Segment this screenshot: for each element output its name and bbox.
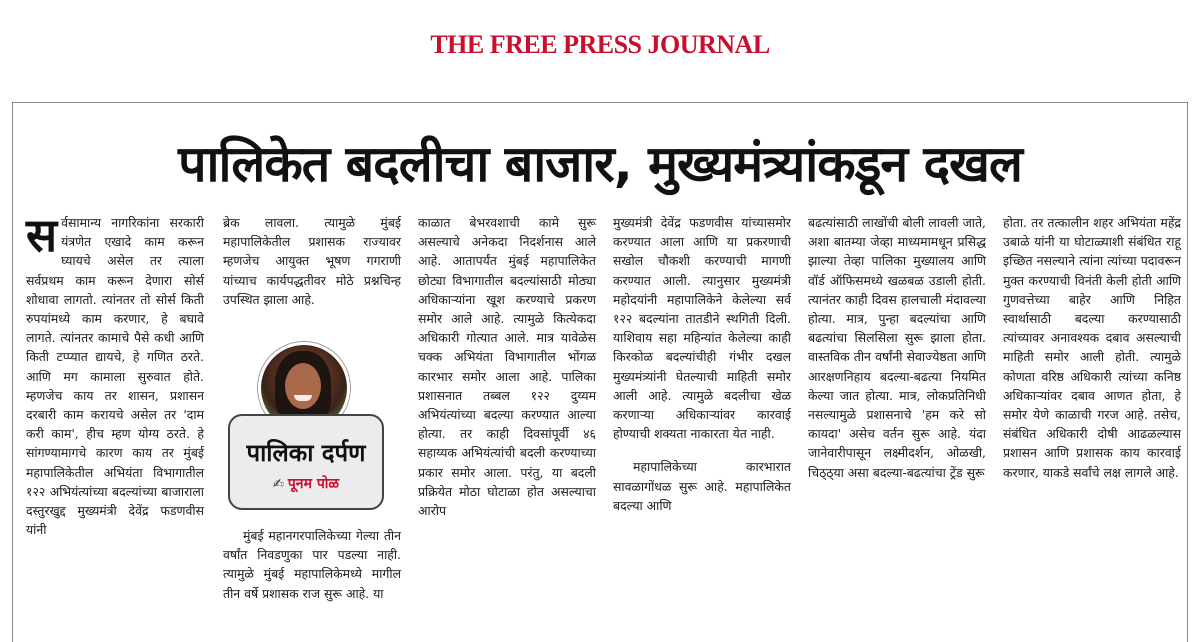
column-badge xyxy=(228,342,386,518)
article-column-3 xyxy=(418,213,596,520)
column-text: ब्रेक लावला. त्यामुळे मुंबई महापालिकेतील प्रशासक राज्यावर म्हणजेच आयुक्त भूषण गगराणी यांच्याच कार्यपद्धतीवर मोठे प्रश्नचिन्ह उपस्थित झाला आहे. xyxy=(223,215,401,307)
dropcap: स xyxy=(26,208,58,262)
column-text: मुंबई महानगरपालिकेच्या गेल्या तीन वर्षांत निवडणुका पार पडल्या नाही. त्यामुळे मुंबई महापालिकेमध्ये मागील तीन वर्षे प्रशासक राज सुरू आहे. या xyxy=(223,528,401,601)
article-column-6 xyxy=(1003,213,1181,482)
column-text: काळात बेभरवशाची कामे सुरू असल्याचे अनेकदा निदर्शनास आले आहे. आतापर्यंत मुंबई महापालिकेत छोट्या विभागातील बदल्यांसाठी मोठ्या अधिकाऱ्यांना खूश करण्याचे प्रकरण समोर आले आहे. त्यामुळे कित्येकदा अधिकारी गोत्यात आले. मात्र यावेळेस चक्क अभियंता विभागातील भोंगळ कारभार समोर आला आहे. पालिका प्रशासनात तब्बल १२२ दुय्यम अभियंत्यांच्या बदल्या करण्यात आल्या होत्या. तर काही दिवसांपूर्वी ४६ सहाय्यक अभियंत्यांची बदली करण्याच्या प्रकार समोर आला. परंतु, या बदली प्रक्रियेत मोठा घोटाळा होत असल्याचा आरोप xyxy=(418,215,596,519)
pen-icon: ✍ xyxy=(272,477,284,492)
column-text: र्वसामान्य नागरिकांना सरकारी यंत्रणेत एखादे काम करून घ्यायचे असेल तर त्याला सर्वप्रथम काम करून देणारा सोर्स शोधावा लागतो. त्यांनतर तो सोर्स किती रुपयांमध्ये काम करणार, हे बघावे लागते. त्यांनतर कामाचे पैसे कधी आणि किती टप्प्यात द्यायचे, हे गणित ठरते. आणि मग कामाला सुरुवात होते. म्हणजेच काय तर शासन, प्रशासन दरबारी काम करायचे असेल तर 'दाम करी काम', हीच म्हण योग्य ठरते. हे सांगण्यामागचे कारण काय तर मुंबई महापालिकेतील अभियंता विभागातील १२२ अभियंत्यांच्या बदल्यांच्या बाजाराला दस्तुरखुद्द मुख्यमंत्री देवेंद्र फडणवीस यांनी xyxy=(26,215,204,538)
headline: पालिकेत बदलीचा बाजार, मुख्यमंत्र्यांकडून दखल xyxy=(178,135,1022,193)
article-column-2 xyxy=(223,213,401,309)
column-text: मुख्यमंत्री देवेंद्र फडणवीस यांच्यासमोर करण्यात आला आणि या प्रकरणाची सखोल चौकशी करण्याची मागणी करण्यात आली. त्यानुसार मुख्यमंत्री महोदयांनी महापालिकेने केलेल्या सर्व १२२ बदल्यांना तातडीने स्थगिती दिली. याशिवाय सहा महिन्यांत केलेल्या काही किरकोळ बदल्यांचीही गंभीर दखल मुख्यमंत्र्यांनी घेतल्याची माहिती समोर आली आहे. त्यामुळे बदलीचा खेळ करणाऱ्या अधिकाऱ्यांवर कारवाई होण्याची शक्यता नाकारता येत नाही. xyxy=(613,215,791,442)
article-column-1 xyxy=(26,208,204,539)
masthead: THE FREE PRESS JOURNAL xyxy=(430,30,770,59)
author-name: पूनम पोळ xyxy=(287,476,340,492)
article-column-2-continued xyxy=(223,526,401,603)
column-text: महापालिकेच्या कारभारात सावळागोंधळ सुरू आहे. महापालिकेत बदल्या आणि xyxy=(613,459,791,513)
column-text: बढत्यांसाठी लाखोंची बोली लावली जाते, अशा बातम्या जेव्हा माध्यमामधून प्रसिद्ध झाल्या तेव्हा पालिका मुख्यालय आणि वॉर्ड ऑफिसमध्ये खळबळ उडाली होती. त्यानंतर काही दिवस हालचाली मंदावल्या होत्या. मात्र, पुन्हा बदल्यांचा आणि बढत्यांचा सिलसिला सुरू झाला होता. वास्तविक तीन वर्षांनी सेवाज्येष्ठता आणि आरक्षणनिहाय बदल्या-बढत्या नियमित केल्या जात होत्या. मात्र, लोकप्रतिनिधी नसल्यामुळे प्रशासनाचे 'हम करे सो कायदा' असेच वर्तन सुरू आहे. यंदा जानेवारीपासून लक्ष्मीदर्शन, ओळखी, चिठ्ठ्या असा बदल्या-बढत्यांचा ट्रेंड सुरू xyxy=(808,215,986,480)
column-badge-box xyxy=(228,414,384,510)
article-column-5 xyxy=(808,213,986,482)
article-column-4 xyxy=(613,213,791,515)
column-title: पालिका दर्पण xyxy=(246,439,366,467)
author-byline xyxy=(230,474,382,493)
column-text: होता. तर तत्कालीन शहर अभियंता महेंद्र उबाळे यांनी या घोटाळ्याशी संबंधित राहू इच्छित नसल्याने त्यांना त्यांच्या पदावरून मुक्त करण्याची विनंती केली होती आणि गुणवत्तेच्या बाहेर आणि निहित स्वार्थासाठी बदल्या करण्यासाठी त्यांच्यावर अनावश्यक दबाव असल्याची माहिती समोर आली होती. त्यामुळे कोणता वरिष्ठ अधिकारी त्यांच्या कनिष्ठ अधिकाऱ्यांवर दबाव आणत होता, हे समोर येणे काळाची गरज आहे. तसेच, संबंधित अधिकारी दोषी आढळल्यास प्रशासन आणि प्रशासक काय कारवाई करणार, याकडे सर्वांचे लक्ष लागले आहे. xyxy=(1003,215,1181,480)
